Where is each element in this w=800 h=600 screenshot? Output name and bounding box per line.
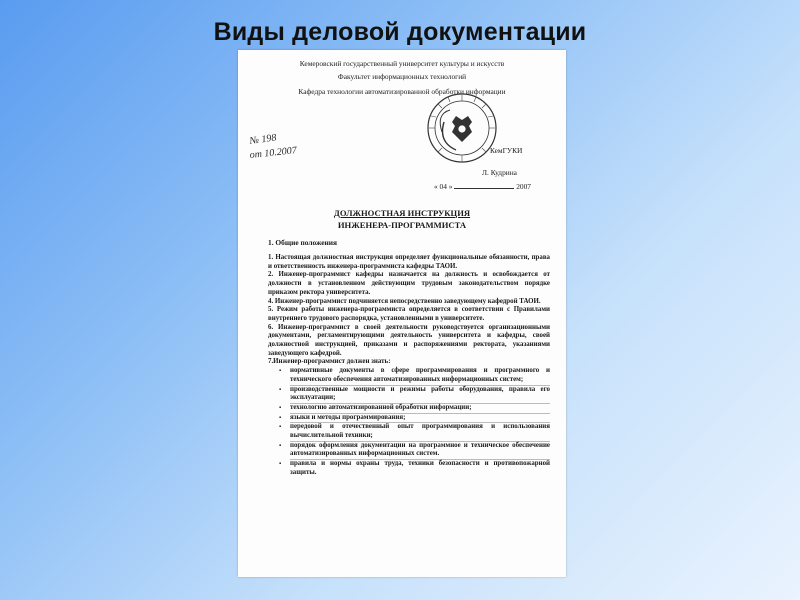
handwritten-date: от 10.2007 [249, 145, 298, 161]
slide-title: Виды деловой документации [213, 18, 587, 46]
approval-year: 2007 [516, 182, 531, 191]
header-faculty: Факультет информационных технологий [337, 72, 467, 81]
official-seal-stamp [426, 92, 498, 164]
header-university: Кемеровский государственный университет культуры и искусств [299, 59, 505, 68]
document-title-line2: ИНЖЕНЕРА-ПРОГРАММИСТА [337, 220, 467, 230]
paragraph-4: 4. Инженер-программист подчиняется непосредственно заведующему кафедрой ТАОИ. [268, 297, 541, 305]
paragraph-6: 6. Инженер-программист в своей деятельности руководствуется организационными документами, регламентирующими деятельность университета и кафедры, своей должностной инструкцией, приказами и распоряжениями ректората, указаниями заведующего кафедрой. [268, 323, 550, 357]
list-item: ▪ нормативные документы в сфере программирования и программного и технического обеспечения автоматизированных информационных систем; [290, 367, 550, 384]
approval-name: Л. Кудрина [482, 168, 517, 177]
approval-date [434, 182, 531, 191]
list-item: ▪ производственные мощности и режимы работы оборудования, правила его эксплуатации; [290, 385, 550, 403]
knowledge-list [268, 367, 550, 477]
list-item: ▪ порядок оформления документации на программное и техническое обеспечение автоматизированных информационных систем. [290, 441, 550, 459]
paragraph-7: 7.Инженер-программист должен знать: [268, 358, 391, 366]
section-title: 1. Общие положения [268, 238, 338, 247]
document-title-line1: ДОЛЖНОСТНАЯ ИНСТРУКЦИЯ [333, 208, 471, 218]
approval-org: КемГУКИ [490, 146, 523, 155]
list-item: ▪ технологию автоматизированной обработки информации; [290, 403, 550, 413]
handwritten-registration-note [238, 50, 358, 170]
list-item: ▪ языки и методы программирования; [290, 413, 550, 423]
document-body [268, 254, 550, 478]
header-department: Кафедра технологии автоматизированной обработки информации [298, 87, 506, 96]
list-item: ▪ передовой и отечественный опыт программирования и использования вычислительной техники; [290, 422, 550, 440]
document-title [238, 207, 566, 231]
document-image [238, 50, 566, 577]
handwritten-number: № 198 [248, 132, 278, 147]
list-item: ▪ правила и нормы охраны труда, техники безопасности и противопожарной защиты. [290, 459, 550, 477]
approval-day: « 04 » [434, 182, 453, 191]
paragraph-5: 5. Режим работы инженера-программиста определяется в соответствии с Правилами внутреннего трудового распорядка, установленными в университете. [268, 306, 550, 322]
paragraph-1: 1. Настоящая должностная инструкция определяет функциональные обязанности, права и ответственность инженера-программиста кафедры ТАОИ. [268, 254, 550, 270]
paragraph-2: 2. Инженер-программист кафедры назначается на должность и освобождается от должности в установленном действующим трудовым законодательством порядке приказом ректора университета. [268, 271, 550, 296]
